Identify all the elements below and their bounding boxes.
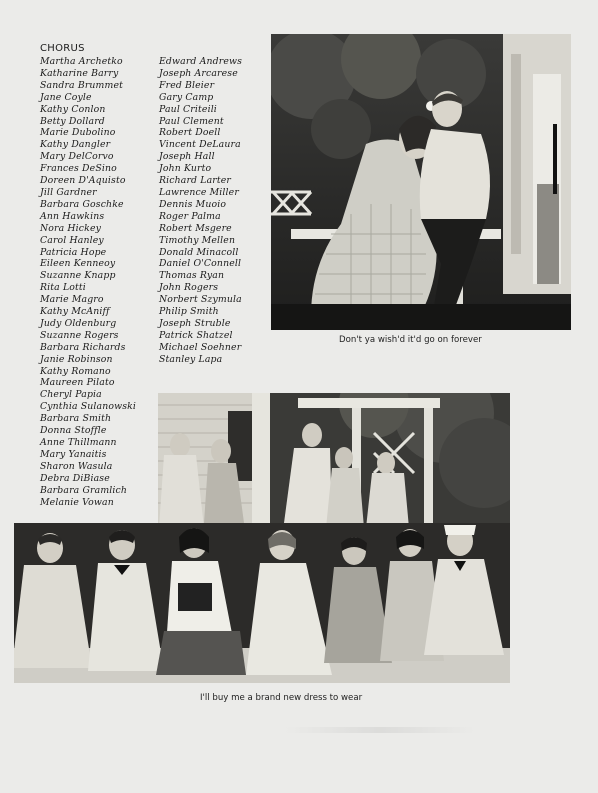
chorus-member-name: Paul Clement — [159, 115, 224, 127]
chorus-member-name: Betty Dollard — [40, 115, 105, 127]
chorus-member-name: Kathy McAniff — [40, 306, 110, 318]
chorus-member-name: Donna Stoffle — [40, 425, 107, 437]
chorus-member-name: Kathy Dangler — [40, 139, 111, 151]
chorus-member-name: Carol Hanley — [40, 234, 104, 246]
chorus-heading: CHORUS — [40, 43, 85, 54]
chorus-member-name: Stanley Lapa — [159, 353, 223, 365]
chorus-member-name: Judy Oldenburg — [40, 317, 117, 329]
chorus-member-name: Richard Larter — [159, 175, 232, 187]
chorus-member-name: Janie Robinson — [40, 353, 113, 365]
chorus-member-name: Norbert Szymula — [159, 294, 242, 306]
chorus-member-name: Mary DelCorvo — [40, 151, 114, 163]
chorus-member-name: Cynthia Sulanowski — [40, 401, 137, 413]
chorus-member-name: Thomas Ryan — [159, 270, 225, 282]
chorus-member-name: Joseph Hall — [159, 151, 215, 163]
chorus-member-name: Barbara Gramlich — [40, 484, 128, 496]
chorus-member-name: Michael Soehner — [159, 341, 242, 353]
chorus-member-name: Daniel O'Connell — [159, 258, 242, 270]
chorus-member-name: Robert Msgere — [159, 222, 232, 234]
chorus-member-name: Suzanne Rogers — [40, 329, 119, 341]
chorus-member-name: Kathy Romano — [40, 365, 111, 377]
chorus-member-name: Joseph Arcarese — [159, 67, 238, 79]
chorus-member-name: Barbara Smith — [40, 413, 112, 425]
chorus-member-name: Patrick Shatzel — [159, 329, 233, 341]
chorus-member-name: Debra DiBiase — [40, 472, 110, 484]
chorus-member-name: Donald Minacoll — [159, 246, 239, 258]
chorus-member-name: Marie Dubolino — [40, 127, 116, 139]
chorus-member-name: Timothy Mellen — [159, 234, 236, 246]
chorus-member-name: Ann Hawkins — [40, 210, 105, 222]
chorus-member-name: Barbara Goschke — [40, 198, 124, 210]
chorus-member-name: Martha Archetko — [40, 56, 123, 67]
chorus-member-name: Dennis Muoio — [159, 198, 227, 210]
photo-chorus-girls — [14, 393, 510, 683]
photo-caption: I'll buy me a brand new dress to wear — [200, 693, 363, 703]
chorus-member-name: Jill Gardner — [40, 186, 97, 198]
chorus-member-name: Lawrence Miller — [159, 186, 239, 198]
chorus-member-name: Mary Yanaitis — [40, 448, 107, 460]
chorus-member-name: Patricia Hope — [40, 246, 107, 258]
chorus-member-name: John Rogers — [159, 282, 219, 294]
chorus-member-name: Nora Hickey — [40, 222, 101, 234]
chorus-member-name: Eileen Kenneoy — [40, 258, 116, 270]
chorus-member-name: Jane Coyle — [40, 91, 92, 103]
bleed-through-shadow — [285, 727, 475, 733]
chorus-member-name: Philip Smith — [159, 306, 219, 318]
chorus-member-name: Barbara Richards — [40, 341, 126, 353]
photo-couple-on-bench — [271, 34, 571, 330]
chorus-member-name: Melanie Vowan — [40, 496, 114, 508]
chorus-member-name: Edward Andrews — [159, 56, 243, 67]
chorus-member-name: Fred Bleier — [159, 79, 215, 91]
chorus-member-name: Joseph Struble — [159, 317, 231, 329]
chorus-member-name: Suzanne Knapp — [40, 270, 116, 282]
chorus-member-name: Roger Palma — [159, 210, 221, 222]
chorus-names-right-column — [159, 56, 242, 366]
chorus-member-name: Sandra Brummet — [40, 79, 124, 91]
chorus-member-name: Kathy Conlon — [40, 103, 106, 115]
chorus-member-name: Doreen D'Aquisto — [40, 175, 126, 187]
chorus-member-name: Frances DeSino — [40, 163, 117, 175]
photo-caption: Don't ya wish'd it'd go on forever — [339, 335, 482, 345]
chorus-member-name: Rita Lotti — [40, 282, 86, 294]
chorus-member-name: John Kurto — [159, 163, 212, 175]
chorus-member-name: Marie Magro — [40, 294, 104, 306]
chorus-member-name: Maureen Pilato — [40, 377, 115, 389]
chorus-member-name: Cheryl Papia — [40, 389, 102, 401]
chorus-member-name: Gary Camp — [159, 91, 214, 103]
chorus-member-name: Paul Criteili — [159, 103, 217, 115]
chorus-member-name: Anne Thillmann — [40, 437, 117, 448]
chorus-member-name: Sharon Wasula — [40, 460, 113, 472]
chorus-member-name: Katharine Barry — [40, 67, 119, 79]
chorus-member-name: Robert Doell — [159, 127, 221, 139]
chorus-member-name: Vincent DeLaura — [159, 139, 241, 151]
